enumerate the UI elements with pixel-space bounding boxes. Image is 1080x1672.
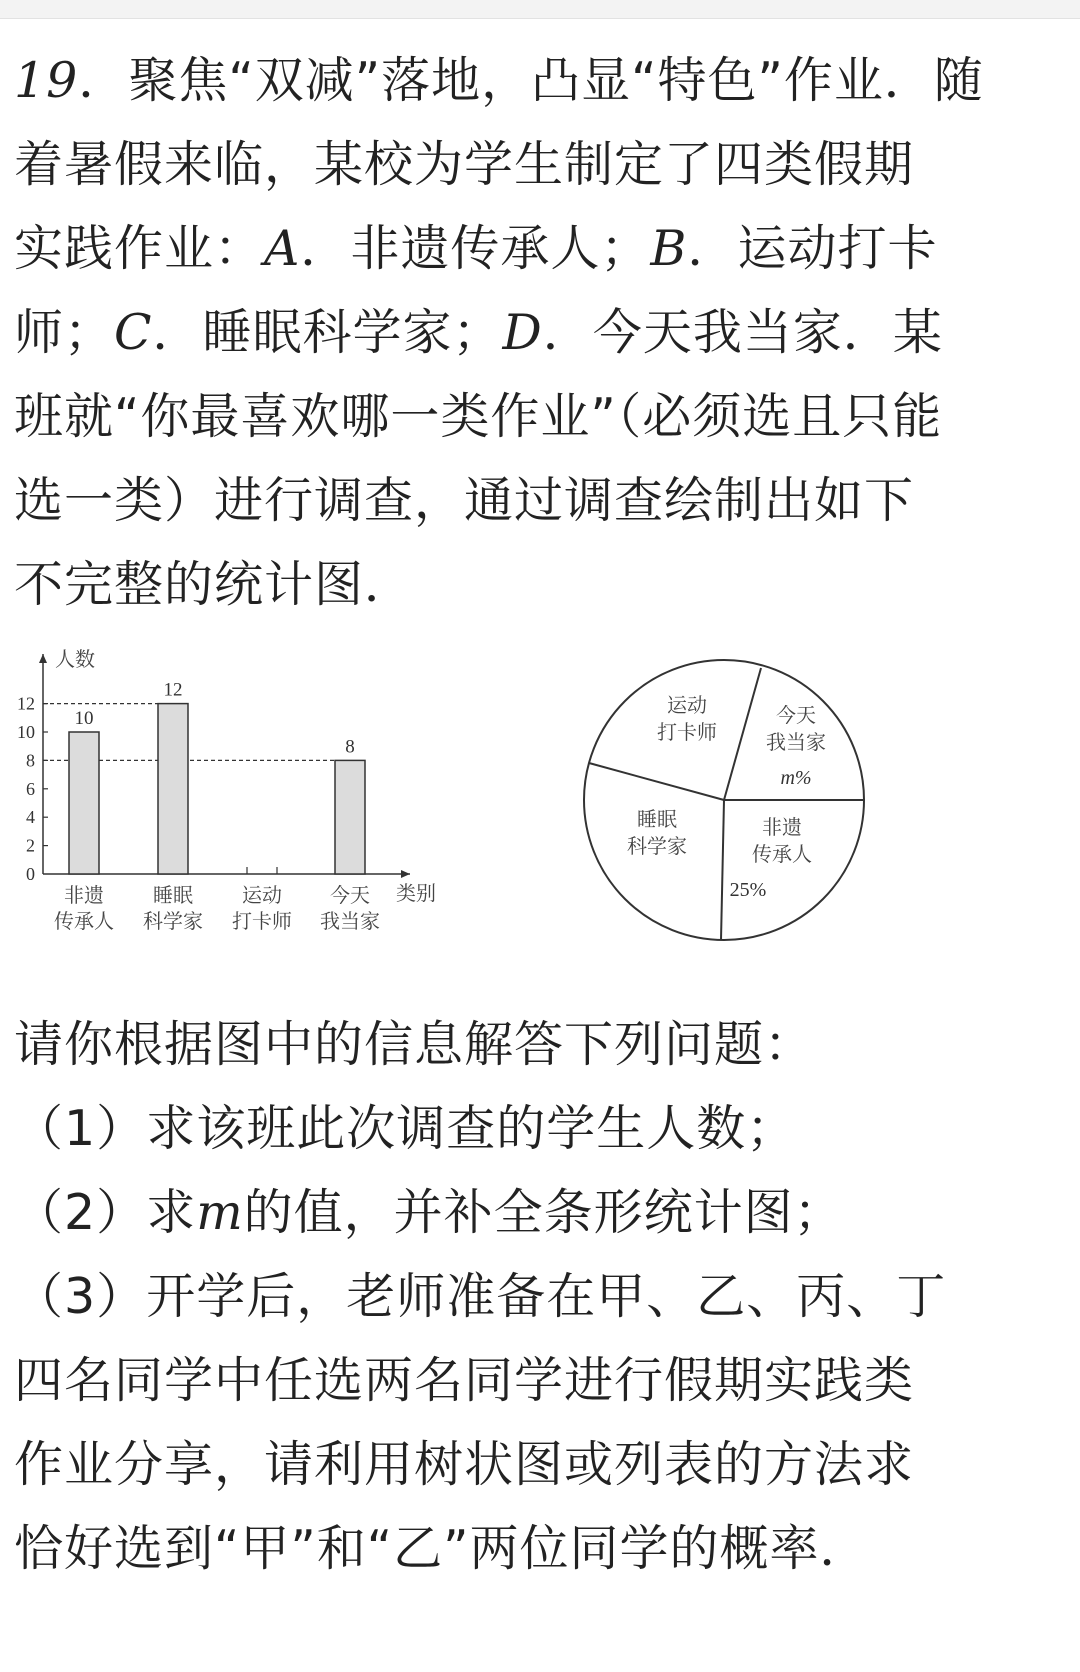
pie-slice-percent: m% bbox=[780, 767, 812, 789]
pie-slice-label: 传承人 bbox=[752, 842, 812, 866]
y-axis-arrow bbox=[39, 654, 47, 663]
category-label: 我当家 bbox=[320, 909, 380, 933]
question-line-1 bbox=[14, 36, 1064, 125]
question-line-5: 班就“你最喜欢哪一类作业”（必须选且只能 bbox=[14, 388, 943, 445]
pie-slice-label: 运动 bbox=[667, 693, 707, 717]
pie-slice-label: 今天 bbox=[776, 703, 816, 727]
question-text: ．聚焦“双减”落地，凸显“特色”作业．随 bbox=[78, 52, 984, 109]
question-line-6: 选一类）进行调查，通过调查绘制出如下 bbox=[14, 472, 915, 529]
y-tick-label: 8 bbox=[26, 750, 35, 771]
category-label: 今天 bbox=[330, 883, 370, 907]
y-tick-label: 4 bbox=[26, 807, 35, 828]
sub-question-2 bbox=[14, 1168, 844, 1257]
y-axis-label: 人数 bbox=[55, 647, 95, 671]
pie-slice-label: 睡眠 bbox=[637, 807, 677, 831]
sub-question-number: （2） bbox=[14, 1184, 147, 1241]
pie-chart bbox=[0, 666, 1080, 1004]
sub-question-3-line-2: 四名同学中任选两名同学进行假期实践类 bbox=[14, 1352, 915, 1409]
question-line-7: 不完整的统计图． bbox=[14, 556, 415, 613]
category-label: 运动 bbox=[242, 883, 282, 907]
sub-question-3 bbox=[14, 1252, 946, 1341]
option-letter-a: A bbox=[264, 220, 301, 277]
category-label: 睡眠 bbox=[153, 883, 193, 907]
sub-question-text: 的值，并补全条形统计图； bbox=[243, 1184, 844, 1241]
category-label: 非遗 bbox=[64, 883, 104, 907]
bar-value-label: 12 bbox=[163, 679, 183, 701]
sub-question-number: （3） bbox=[14, 1268, 147, 1325]
sub-question-3-line-4: 恰好选到“甲”和“乙”两位同学的概率． bbox=[14, 1520, 870, 1577]
bar-value-label: 8 bbox=[345, 736, 355, 758]
text-segment: 实践作业： bbox=[14, 220, 265, 277]
option-letter-b: B bbox=[650, 220, 688, 277]
y-tick-label: 10 bbox=[17, 722, 35, 742]
variable-m: m bbox=[196, 1184, 244, 1241]
question-line-2: 着暑假来临，某校为学生制定了四类假期 bbox=[14, 136, 915, 193]
category-label: 打卡师 bbox=[232, 909, 292, 933]
question-number: 19 bbox=[14, 52, 79, 109]
text-segment: ．非遗传承人； bbox=[300, 220, 651, 277]
bar-value-label: 10 bbox=[74, 708, 94, 729]
pie-slice-label: 打卡师 bbox=[657, 720, 717, 744]
pie-slice-label: 非遗 bbox=[762, 815, 802, 839]
option-letter-c: C bbox=[114, 304, 153, 361]
pie-slice-label: 我当家 bbox=[766, 730, 826, 754]
sub-question-3-line-3: 作业分享，请利用树状图或列表的方法求 bbox=[14, 1436, 915, 1493]
pie-slice-label: 科学家 bbox=[627, 834, 687, 858]
text-segment: ．今天我当家．某 bbox=[542, 304, 943, 361]
top-bar bbox=[0, 0, 1080, 19]
y-tick-label: 2 bbox=[26, 835, 35, 856]
pie-slice-percent: 25% bbox=[729, 879, 767, 901]
text-segment: 师； bbox=[14, 304, 115, 361]
statistics-figure bbox=[0, 647, 1080, 1004]
sub-question-text: 求该班此次调查的学生人数； bbox=[146, 1100, 797, 1157]
category-label: 科学家 bbox=[143, 909, 203, 933]
text-segment: ．睡眠科学家； bbox=[152, 304, 503, 361]
prompt-line: 请你根据图中的信息解答下列问题： bbox=[14, 1016, 815, 1073]
sub-question-text: 开学后，老师准备在甲、乙、丙、丁 bbox=[146, 1268, 947, 1325]
y-tick-label: 6 bbox=[26, 778, 35, 799]
y-tick-label: 12 bbox=[17, 693, 35, 714]
text-segment: ．运动打卡 bbox=[687, 220, 938, 277]
y-tick-label: 0 bbox=[26, 864, 35, 884]
sub-question-1 bbox=[14, 1084, 796, 1173]
x-axis-label: 类别 bbox=[396, 881, 436, 905]
question-line-3 bbox=[14, 204, 1064, 293]
question-line-4 bbox=[14, 288, 1064, 377]
sub-question-text: 求 bbox=[146, 1184, 197, 1241]
category-label: 传承人 bbox=[54, 909, 114, 933]
option-letter-d: D bbox=[502, 304, 543, 361]
sub-question-number: （1） bbox=[14, 1100, 147, 1157]
